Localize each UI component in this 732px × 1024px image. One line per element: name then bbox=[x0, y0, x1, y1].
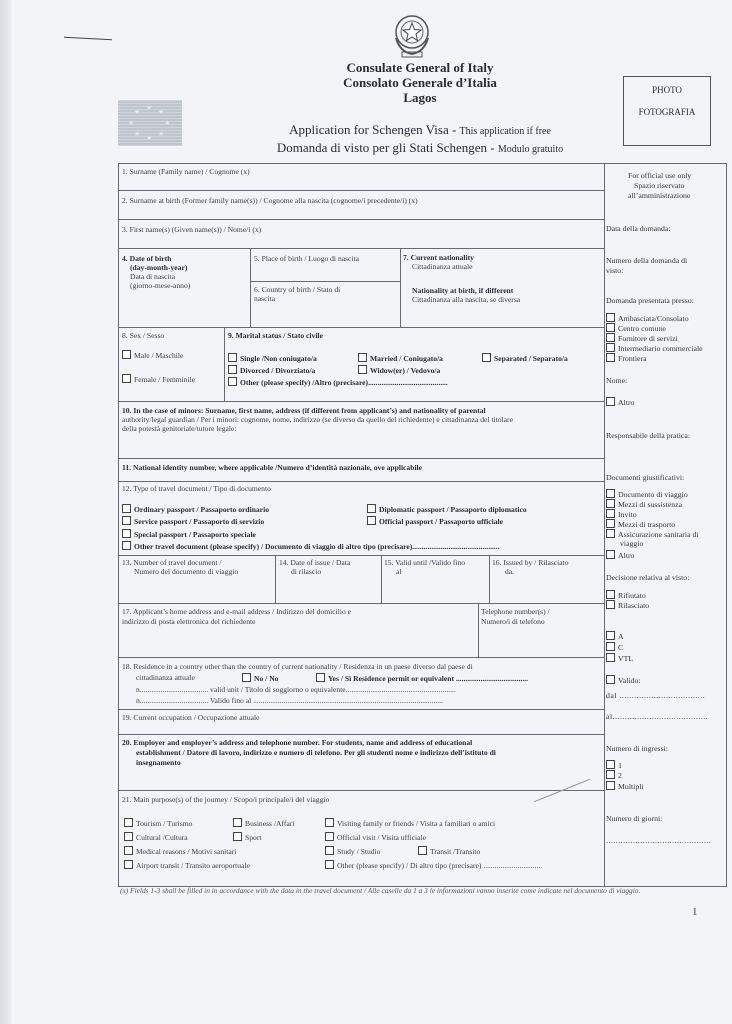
supporting-docs-label: Documenti giustificativi: bbox=[606, 473, 685, 482]
divider bbox=[250, 281, 400, 282]
entries-1-option[interactable] bbox=[606, 760, 622, 770]
field-5-place-of-birth[interactable]: 5. Place of birth / Luogo di nascita bbox=[254, 254, 360, 263]
field-2-surname-at-birth[interactable]: 2. Surname at birth (Former family name(s)) / Cognome alla nascita (cognome/i precedente/i) (x) bbox=[122, 196, 418, 205]
field-15-valid-until[interactable]: 15. Valid until /Valido fino bbox=[384, 558, 466, 567]
field-17-label-it: indirizzo di posta elettronica del richiedente bbox=[122, 617, 256, 626]
submitted-service-provider-label: Fornitore di servizi bbox=[618, 334, 678, 343]
official-use-heading-it: Spazio riservato bbox=[634, 181, 685, 190]
purpose-airport-transit-label: Airport transit / Transito aeroportuale bbox=[136, 861, 250, 870]
checkbox[interactable] bbox=[606, 600, 615, 609]
field-6-label-it: nascita bbox=[254, 294, 276, 303]
checkbox[interactable] bbox=[228, 365, 237, 374]
doc-official-option[interactable] bbox=[367, 516, 503, 526]
entries-multiple-option[interactable] bbox=[606, 781, 644, 791]
official-use-heading-it-2: all’amministrazione bbox=[628, 191, 691, 200]
doc-diplomatic-option[interactable] bbox=[367, 504, 527, 514]
divider bbox=[381, 555, 382, 603]
divider bbox=[118, 219, 604, 220]
residence-yes-label: Yes / Sì Residence permit or equivalent ...................................... bbox=[328, 674, 529, 683]
checkbox[interactable] bbox=[367, 516, 376, 525]
purpose-official-option[interactable] bbox=[325, 832, 426, 842]
doc-other-option[interactable] bbox=[122, 541, 500, 551]
marital-separated-label: Separated / Separato/a bbox=[494, 354, 568, 363]
entries-multiple-label: Multipli bbox=[618, 782, 644, 791]
field-1-surname[interactable]: 1. Surname (Family name) / Cognome (x) bbox=[122, 167, 250, 176]
entries-2-label: 2 bbox=[618, 771, 622, 780]
divider bbox=[118, 458, 604, 459]
checkbox[interactable] bbox=[606, 509, 615, 518]
sex-male-option[interactable] bbox=[122, 350, 183, 360]
field-21-purpose: 21. Main purpose(s) of the journey / Scopo/i principale/i del viaggio bbox=[122, 795, 330, 804]
marital-single-label: Single /Non coniugato/a bbox=[240, 354, 317, 363]
purpose-medical-option[interactable] bbox=[124, 846, 236, 856]
checkbox[interactable] bbox=[606, 529, 615, 538]
header-line-en: Consulate General of Italy bbox=[346, 60, 494, 75]
visa-type-a-option[interactable] bbox=[606, 631, 624, 641]
title-it: Domanda di visto per gli Stati Schengen - bbox=[276, 140, 498, 155]
valid-to-field[interactable]: al....................................... bbox=[606, 712, 709, 721]
visa-type-vtl-option[interactable] bbox=[606, 653, 633, 663]
field-20-line2: establishment / Datore di lavoro, indirizzo e numero di telefono. Per gli studenti nome e indirizzo dell’istituto di bbox=[136, 748, 496, 757]
marital-divorced-option[interactable] bbox=[228, 365, 315, 375]
field-16-issued-by[interactable]: 16. Issued by / Rilasciato bbox=[492, 558, 569, 567]
field-20-employer[interactable]: 20. Employer and employer’s address and telephone number. For students, name and address of educational bbox=[122, 738, 473, 747]
field-18-residence: 18. Residence in a country other than the country of current nationality / Residenza in un paese diverso dal paese di bbox=[122, 662, 473, 671]
docs-insurance-label: Assicurazione sanitaria di bbox=[618, 530, 699, 539]
field-8-sex: 8. Sex / Sesso bbox=[122, 331, 165, 340]
field-10-minors[interactable]: 10. In the case of minors: Surname, first name, address (if different from applicant’s) and nationality of parental bbox=[122, 406, 486, 415]
field-18-valid-until[interactable]: n.................................... Valido fino al .................................................................................................... bbox=[136, 696, 443, 705]
field-10-line3: della potestà genitoriale/tutore legale: bbox=[122, 424, 237, 433]
divider bbox=[489, 555, 490, 603]
sex-female-option[interactable] bbox=[122, 374, 195, 384]
purpose-sport-label: Sport bbox=[245, 833, 262, 842]
field-10-line2: authority/legal guardian / Per i minori: cognome, nome, indirizzo (se diverso da quello del richiedente) e cittadinanza del titolare bbox=[122, 415, 513, 424]
checkbox[interactable] bbox=[358, 365, 367, 374]
field-7-birth-label-it: Cittadinanza alla nascita, se diversa bbox=[412, 295, 521, 304]
divider bbox=[118, 481, 604, 482]
docs-other-label: Altro bbox=[618, 551, 635, 560]
checkbox[interactable] bbox=[325, 846, 334, 855]
docs-travel-document-label: Documento di viaggio bbox=[618, 490, 688, 499]
purpose-visiting-option[interactable] bbox=[325, 818, 495, 828]
field-4-date-of-birth[interactable]: 4. Date of birth bbox=[122, 254, 172, 263]
docs-means-option[interactable] bbox=[606, 499, 682, 509]
field-18-permit-number[interactable]: n.................................... valid unit / Titolo di soggiorno o equivalente.......................................................... bbox=[136, 685, 456, 694]
divider bbox=[118, 734, 604, 735]
checkbox[interactable] bbox=[606, 590, 615, 599]
docs-transport-option[interactable] bbox=[606, 519, 675, 529]
purpose-sport-option[interactable] bbox=[233, 832, 261, 842]
checkbox[interactable] bbox=[122, 350, 131, 359]
field-19-occupation[interactable]: 19. Current occupation / Occupazione attuale bbox=[122, 713, 260, 722]
field-12-document-type: 12. Type of travel document / Tipo di documento bbox=[122, 484, 271, 493]
purpose-visiting-label: Visiting family or friends / Visita a familiari o amici bbox=[337, 819, 496, 828]
submitted-intermediary-label: Intermediario commerciale bbox=[618, 344, 703, 353]
checkbox[interactable] bbox=[418, 846, 427, 855]
paper-edge bbox=[0, 0, 12, 1024]
field-14-date-of-issue[interactable]: 14. Date of issue / Data bbox=[279, 558, 351, 567]
field-4-format-it: (giorno-mese-anno) bbox=[130, 281, 191, 290]
field-15-label-it: al bbox=[396, 567, 402, 576]
checkbox[interactable] bbox=[124, 846, 133, 855]
checkbox[interactable] bbox=[233, 818, 242, 827]
marital-single-option[interactable] bbox=[228, 353, 317, 363]
doc-special-label: Special passport / Passaporto speciale bbox=[134, 530, 256, 539]
checkbox[interactable] bbox=[606, 760, 615, 769]
application-number-label-2: visto: bbox=[606, 266, 624, 275]
visa-type-c-option[interactable] bbox=[606, 642, 623, 652]
checkbox[interactable] bbox=[242, 673, 251, 682]
submitted-common-centre-label: Centro comune bbox=[618, 324, 666, 333]
page-number: 1 bbox=[692, 906, 698, 918]
doc-special-option[interactable] bbox=[122, 529, 256, 539]
purpose-transit-label: Transit /Transito bbox=[430, 847, 481, 856]
marital-married-label: Married / Coniugato/a bbox=[370, 354, 443, 363]
doc-service-label: Service passport / Passaporto di servizio bbox=[134, 517, 265, 526]
valid-option[interactable] bbox=[606, 675, 641, 685]
divider bbox=[275, 555, 276, 603]
application-date-label: Data della domanda: bbox=[606, 224, 671, 233]
field-6-country-of-birth[interactable]: 6. Country of birth / Stato di bbox=[254, 285, 341, 294]
checkbox[interactable] bbox=[606, 781, 615, 790]
purpose-tourism-label: Tourism / Turismo bbox=[136, 819, 193, 828]
doc-diplomatic-label: Diplomatic passport / Passaporto diplomatico bbox=[379, 505, 527, 514]
entries-2-option[interactable] bbox=[606, 770, 622, 780]
divider bbox=[118, 327, 604, 328]
checkbox[interactable] bbox=[606, 333, 615, 342]
checkbox[interactable] bbox=[228, 377, 237, 386]
field-14-label-it: di rilascio bbox=[291, 567, 322, 576]
italian-emblem-icon bbox=[390, 8, 434, 60]
visa-type-c-label: C bbox=[618, 643, 624, 652]
entries-1-label: 1 bbox=[618, 761, 622, 770]
submitted-other-label: Altro bbox=[618, 398, 635, 407]
checkbox[interactable] bbox=[124, 832, 133, 841]
field-7-nationality[interactable]: 7. Current nationality bbox=[403, 253, 474, 262]
residence-no-option[interactable] bbox=[242, 673, 278, 683]
submitted-intermediary-option[interactable] bbox=[606, 343, 703, 353]
field-13-document-number[interactable]: 13. Number of travel document / bbox=[122, 558, 222, 567]
checkbox[interactable] bbox=[606, 499, 615, 508]
checkbox[interactable] bbox=[606, 519, 615, 528]
purpose-study-label: Study / Studio bbox=[337, 847, 381, 856]
docs-insurance-label-2: viaggio bbox=[620, 539, 644, 548]
purpose-medical-label: Medical reasons / Motivi sanitari bbox=[136, 847, 237, 856]
application-number-label: Numero della domanda di bbox=[606, 256, 688, 265]
submitted-embassy-option[interactable] bbox=[606, 313, 689, 323]
valid-from-field[interactable]: dal ................................... bbox=[606, 691, 706, 700]
checkbox[interactable] bbox=[233, 832, 242, 841]
divider bbox=[118, 790, 604, 791]
checkbox[interactable] bbox=[606, 653, 615, 662]
visa-type-vtl-label: VTL bbox=[618, 654, 634, 663]
marital-divorced-label: Divorced / Divorziato/a bbox=[240, 366, 316, 375]
checkbox[interactable] bbox=[325, 818, 334, 827]
docs-means-label: Mezzi di sussistenza bbox=[618, 500, 683, 509]
checkbox[interactable] bbox=[367, 504, 376, 513]
title-it-note: Modulo gratuito bbox=[497, 144, 564, 155]
valid-label: Valido: bbox=[618, 676, 641, 685]
marital-separated-option[interactable] bbox=[482, 353, 568, 363]
sex-female-label: Female / Femminile bbox=[134, 375, 196, 384]
checkbox[interactable] bbox=[122, 516, 131, 525]
purpose-business-option[interactable] bbox=[233, 818, 294, 828]
checkbox[interactable] bbox=[606, 631, 615, 640]
divider bbox=[400, 248, 401, 327]
docs-travel-document-option[interactable] bbox=[606, 489, 688, 499]
purpose-cultural-option[interactable] bbox=[124, 832, 188, 842]
divider bbox=[250, 248, 251, 327]
photo-box bbox=[623, 76, 711, 146]
residence-no-label: No / No bbox=[254, 674, 279, 683]
docs-invitation-label: Invito bbox=[618, 510, 637, 519]
name-label: Nome: bbox=[606, 376, 628, 385]
checkbox[interactable] bbox=[606, 313, 615, 322]
marital-other-option[interactable] bbox=[228, 377, 448, 387]
entries-label: Numero di ingressi: bbox=[606, 744, 668, 753]
title-en-note: This application if free bbox=[459, 126, 551, 137]
field-17-telephone-it: Numero/i di telefono bbox=[481, 617, 545, 626]
submitted-embassy-label: Ambasciata/Consolato bbox=[618, 314, 689, 323]
submitted-border-label: Frontiera bbox=[618, 354, 647, 363]
field-7-label-it: Cittadinanza attuale bbox=[412, 262, 473, 271]
header-city: Lagos bbox=[403, 90, 437, 105]
eu-flag-icon: ★ ★ ★ ★ ★ ★ ★ ★ bbox=[118, 100, 182, 146]
submitted-border-option[interactable] bbox=[606, 353, 647, 363]
docs-insurance-option[interactable] bbox=[606, 529, 699, 539]
checkbox[interactable] bbox=[606, 642, 615, 651]
header-line-it: Consolato Generale d’Italia bbox=[343, 75, 497, 90]
purpose-other-option[interactable] bbox=[325, 860, 542, 870]
checkbox[interactable] bbox=[606, 353, 615, 362]
checkbox[interactable] bbox=[606, 323, 615, 332]
footnote: (x) Fields 1-3 shall be filled in in accordance with the data in the travel document / Alle caselle da 1 a 3 le informazioni vanno inserite come indicate nel documento di viaggio. bbox=[120, 886, 641, 895]
docs-other-option[interactable] bbox=[606, 550, 634, 560]
checkbox[interactable] bbox=[482, 353, 491, 362]
checkbox[interactable] bbox=[124, 818, 133, 827]
divider bbox=[118, 248, 604, 249]
marital-other-label: Other (please specify) /Altro (precisare).......................................... bbox=[240, 378, 448, 387]
checkbox[interactable] bbox=[606, 550, 615, 559]
checkbox[interactable] bbox=[124, 860, 133, 869]
submitted-common-centre-option[interactable] bbox=[606, 323, 666, 333]
doc-ordinary-option[interactable] bbox=[122, 504, 269, 514]
purpose-transit-option[interactable] bbox=[418, 846, 480, 856]
purpose-business-label: Business /Affari bbox=[245, 819, 295, 828]
days-label: Numero di giorni: bbox=[606, 814, 663, 823]
pen-mark bbox=[64, 37, 112, 41]
checkbox[interactable] bbox=[228, 353, 237, 362]
field-17-home-address[interactable]: 17. Applicant’s home address and e-mail address / Indirizzo del domicilio e bbox=[122, 607, 352, 616]
divider bbox=[118, 657, 604, 658]
field-20-line3: insegnamento bbox=[136, 758, 181, 767]
decision-issued-option[interactable] bbox=[606, 600, 649, 610]
divider bbox=[478, 603, 479, 657]
checkbox[interactable] bbox=[358, 353, 367, 362]
photo-label-it: FOTOGRAFIA bbox=[638, 107, 696, 117]
divider bbox=[224, 327, 225, 401]
marital-married-option[interactable] bbox=[358, 353, 443, 363]
purpose-airport-transit-option[interactable] bbox=[124, 860, 250, 870]
form-title bbox=[180, 122, 660, 158]
title-en: Application for Schengen Visa - bbox=[289, 122, 460, 137]
checkbox[interactable] bbox=[606, 675, 615, 684]
decision-refused-option[interactable] bbox=[606, 590, 646, 600]
doc-service-option[interactable] bbox=[122, 516, 264, 526]
purpose-other-label: Other (please specify) / Di altro tipo (precisare) ............................... bbox=[337, 861, 543, 870]
official-use-heading: For official use only bbox=[628, 171, 692, 180]
purpose-cultural-label: Cultural /Cultura bbox=[136, 833, 188, 842]
checkbox[interactable] bbox=[606, 343, 615, 352]
marital-widow-option[interactable] bbox=[358, 365, 440, 375]
submitted-service-provider-option[interactable] bbox=[606, 333, 678, 343]
checkbox[interactable] bbox=[606, 397, 615, 406]
marital-widow-label: Widow(er) / Vedovo/a bbox=[370, 366, 441, 375]
divider bbox=[118, 709, 604, 710]
checkbox[interactable] bbox=[122, 504, 131, 513]
purpose-tourism-option[interactable] bbox=[124, 818, 192, 828]
field-16-label-it: da. bbox=[505, 567, 515, 576]
doc-other-label: Other travel document (please specify) / Documento di viaggio di altro tipo (precisare).............................................. bbox=[134, 542, 500, 551]
checkbox[interactable] bbox=[316, 673, 325, 682]
field-13-label-it: Numero del documento di viaggio bbox=[134, 567, 239, 576]
field-11-national-id[interactable]: 11. National identity number, where applicable /Numero d’identità nazionale, ove applicabile bbox=[122, 463, 423, 472]
checkbox[interactable] bbox=[325, 860, 334, 869]
doc-official-label: Official passport / Passaporto ufficiale bbox=[379, 517, 504, 526]
purpose-study-option[interactable] bbox=[325, 846, 380, 856]
field-4-format: (day-month-year) bbox=[130, 263, 188, 272]
field-7-nationality-at-birth[interactable]: Nationality at birth, if different bbox=[412, 286, 514, 295]
checkbox[interactable] bbox=[122, 529, 131, 538]
field-18-citizenship: cittadinanza attuale bbox=[136, 673, 195, 682]
case-officer-label: Responsabile della pratica: bbox=[606, 431, 691, 440]
field-3-first-names[interactable]: 3. First name(s) (Given name(s)) / Nome/i (x) bbox=[122, 225, 262, 234]
residence-yes-option[interactable] bbox=[316, 673, 528, 683]
field-4-label-it: Data di nascita bbox=[130, 272, 176, 281]
checkbox[interactable] bbox=[606, 770, 615, 779]
checkbox[interactable] bbox=[122, 541, 131, 550]
field-9-marital-status: 9. Marital status / Stato civile bbox=[228, 331, 323, 340]
docs-transport-label: Mezzi di trasporto bbox=[618, 520, 676, 529]
docs-invitation-option[interactable] bbox=[606, 509, 637, 519]
checkbox[interactable] bbox=[122, 374, 131, 383]
decision-issued-label: Rilasciato bbox=[618, 601, 650, 610]
divider bbox=[118, 603, 604, 604]
checkbox[interactable] bbox=[606, 489, 615, 498]
visa-type-a-label: A bbox=[618, 632, 624, 641]
submitted-other-option[interactable] bbox=[606, 397, 634, 407]
divider bbox=[118, 555, 604, 556]
decision-refused-label: Rifiutato bbox=[618, 591, 646, 600]
purpose-official-label: Official visit / Visita ufficiale bbox=[337, 833, 426, 842]
doc-ordinary-label: Ordinary passport / Passaporto ordinario bbox=[134, 505, 270, 514]
submitted-at-label: Domanda presentata presso: bbox=[606, 296, 694, 305]
days-field[interactable]: ........................................... bbox=[606, 836, 712, 845]
consulate-header bbox=[300, 60, 540, 105]
divider bbox=[118, 401, 604, 402]
field-17-telephone[interactable]: Telephone number(s) / bbox=[481, 607, 550, 616]
visa-decision-label: Decisione relativa al visto: bbox=[606, 573, 690, 582]
checkbox[interactable] bbox=[325, 832, 334, 841]
divider bbox=[118, 190, 604, 191]
sex-male-label: Male / Maschile bbox=[134, 351, 184, 360]
photo-label-en: PHOTO bbox=[652, 85, 682, 95]
